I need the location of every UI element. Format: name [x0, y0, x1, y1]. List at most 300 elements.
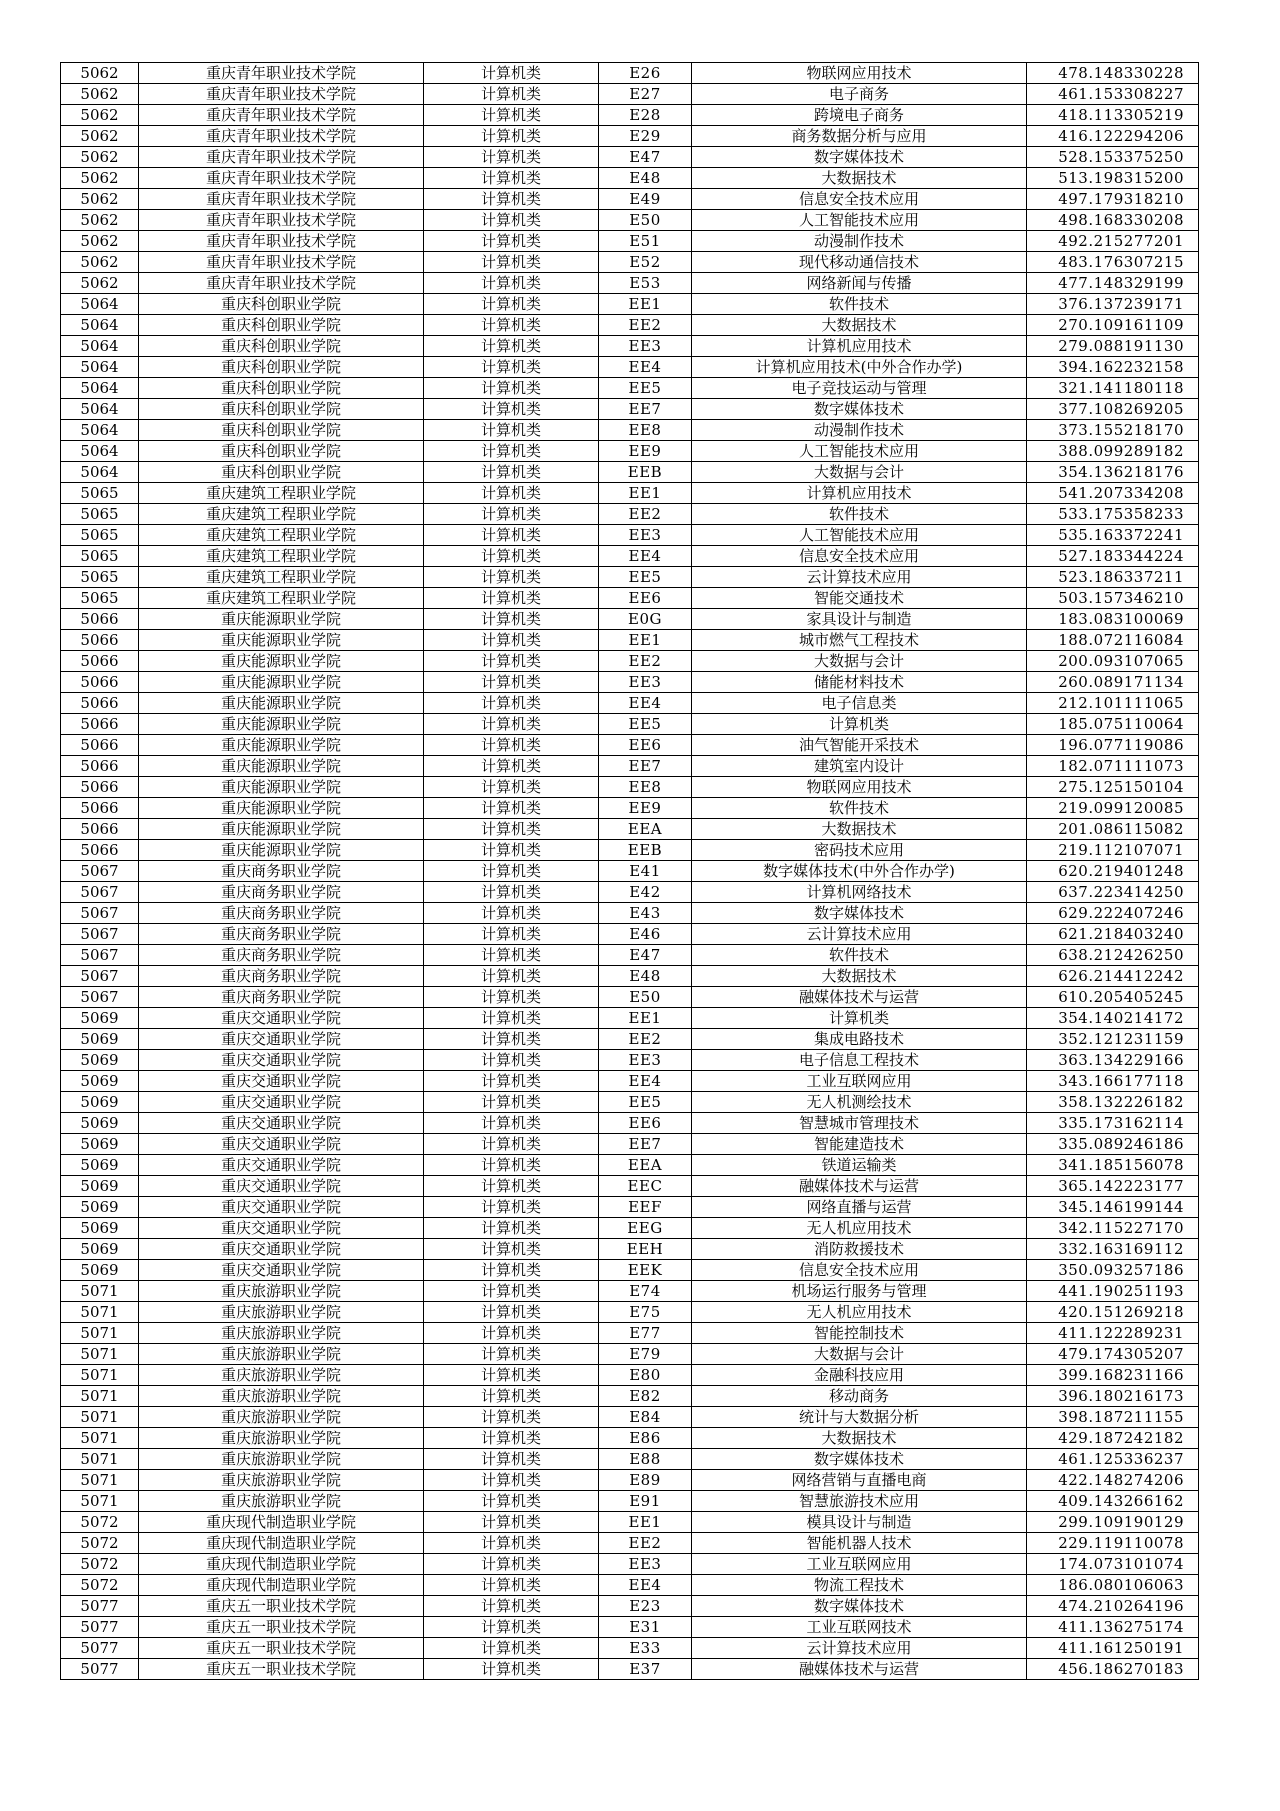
- score-cell: 422.148274206: [1027, 1470, 1199, 1491]
- major-name-cell: 人工智能技术应用: [692, 210, 1027, 231]
- school-name-cell: 重庆建筑工程职业学院: [139, 525, 424, 546]
- major-name-cell: 软件技术: [692, 504, 1027, 525]
- score-cell: 527.183344224: [1027, 546, 1199, 567]
- major-name-cell: 工业互联网应用: [692, 1554, 1027, 1575]
- major-code-cell: EE7: [599, 756, 692, 777]
- major-code-cell: EE5: [599, 378, 692, 399]
- table-row: [61, 378, 1199, 399]
- score-cell: 358.132226182: [1027, 1092, 1199, 1113]
- score-cell: 629.222407246: [1027, 903, 1199, 924]
- major-code-cell: E0G: [599, 609, 692, 630]
- major-name-cell: 动漫制作技术: [692, 420, 1027, 441]
- major-name-cell: 工业互联网应用: [692, 1071, 1027, 1092]
- major-code-cell: E48: [599, 168, 692, 189]
- school-name-cell: 重庆科创职业学院: [139, 441, 424, 462]
- school-name-cell: 重庆能源职业学院: [139, 756, 424, 777]
- table-row: [61, 1344, 1199, 1365]
- score-cell: 182.071111073: [1027, 756, 1199, 777]
- major-name-cell: 计算机网络技术: [692, 882, 1027, 903]
- major-code-cell: E86: [599, 1428, 692, 1449]
- major-name-cell: 大数据与会计: [692, 462, 1027, 483]
- category-cell: 计算机类: [424, 336, 599, 357]
- major-name-cell: 智慧旅游技术应用: [692, 1491, 1027, 1512]
- category-cell: 计算机类: [424, 1365, 599, 1386]
- major-name-cell: 大数据技术: [692, 966, 1027, 987]
- school-code-cell: 5069: [61, 1197, 139, 1218]
- major-code-cell: EEA: [599, 819, 692, 840]
- school-code-cell: 5067: [61, 903, 139, 924]
- table-row: [61, 168, 1199, 189]
- major-name-cell: 模具设计与制造: [692, 1512, 1027, 1533]
- category-cell: 计算机类: [424, 294, 599, 315]
- major-name-cell: 物联网应用技术: [692, 777, 1027, 798]
- table-row: [61, 1134, 1199, 1155]
- major-name-cell: 计算机应用技术(中外合作办学): [692, 357, 1027, 378]
- score-cell: 350.093257186: [1027, 1260, 1199, 1281]
- score-cell: 196.077119086: [1027, 735, 1199, 756]
- major-code-cell: E33: [599, 1638, 692, 1659]
- school-code-cell: 5077: [61, 1617, 139, 1638]
- major-code-cell: E50: [599, 987, 692, 1008]
- category-cell: 计算机类: [424, 1617, 599, 1638]
- score-cell: 429.187242182: [1027, 1428, 1199, 1449]
- table-row: [61, 1323, 1199, 1344]
- score-cell: 201.086115082: [1027, 819, 1199, 840]
- major-code-cell: E26: [599, 63, 692, 84]
- school-code-cell: 5069: [61, 1092, 139, 1113]
- score-cell: 461.153308227: [1027, 84, 1199, 105]
- table-row: [61, 357, 1199, 378]
- major-code-cell: E41: [599, 861, 692, 882]
- table-row: [61, 1029, 1199, 1050]
- school-name-cell: 重庆能源职业学院: [139, 714, 424, 735]
- school-name-cell: 重庆商务职业学院: [139, 882, 424, 903]
- major-code-cell: EE2: [599, 504, 692, 525]
- school-code-cell: 5064: [61, 294, 139, 315]
- table-row: [61, 693, 1199, 714]
- major-name-cell: 跨境电子商务: [692, 105, 1027, 126]
- category-cell: 计算机类: [424, 882, 599, 903]
- school-name-cell: 重庆能源职业学院: [139, 840, 424, 861]
- major-name-cell: 动漫制作技术: [692, 231, 1027, 252]
- score-cell: 479.174305207: [1027, 1344, 1199, 1365]
- school-code-cell: 5069: [61, 1260, 139, 1281]
- school-name-cell: 重庆青年职业技术学院: [139, 189, 424, 210]
- table-row: [61, 609, 1199, 630]
- major-code-cell: E48: [599, 966, 692, 987]
- school-name-cell: 重庆交通职业学院: [139, 1113, 424, 1134]
- major-name-cell: 电子商务: [692, 84, 1027, 105]
- category-cell: 计算机类: [424, 1659, 599, 1680]
- major-name-cell: 油气智能开采技术: [692, 735, 1027, 756]
- school-name-cell: 重庆商务职业学院: [139, 924, 424, 945]
- category-cell: 计算机类: [424, 315, 599, 336]
- major-name-cell: 无人机应用技术: [692, 1302, 1027, 1323]
- school-name-cell: 重庆商务职业学院: [139, 966, 424, 987]
- table-row: [61, 756, 1199, 777]
- major-name-cell: 计算机类: [692, 714, 1027, 735]
- score-cell: 497.179318210: [1027, 189, 1199, 210]
- school-code-cell: 5069: [61, 1071, 139, 1092]
- school-name-cell: 重庆交通职业学院: [139, 1197, 424, 1218]
- major-code-cell: EE4: [599, 357, 692, 378]
- school-name-cell: 重庆五一职业技术学院: [139, 1617, 424, 1638]
- major-code-cell: EEH: [599, 1239, 692, 1260]
- category-cell: 计算机类: [424, 1050, 599, 1071]
- major-name-cell: 城市燃气工程技术: [692, 630, 1027, 651]
- table-row: [61, 1281, 1199, 1302]
- school-code-cell: 5067: [61, 924, 139, 945]
- score-cell: 411.161250191: [1027, 1638, 1199, 1659]
- school-code-cell: 5062: [61, 210, 139, 231]
- table-row: [61, 126, 1199, 147]
- major-name-cell: 大数据与会计: [692, 651, 1027, 672]
- major-code-cell: EE3: [599, 336, 692, 357]
- major-name-cell: 无人机测绘技术: [692, 1092, 1027, 1113]
- score-cell: 345.146199144: [1027, 1197, 1199, 1218]
- major-code-cell: EEK: [599, 1260, 692, 1281]
- major-name-cell: 机场运行服务与管理: [692, 1281, 1027, 1302]
- major-code-cell: E84: [599, 1407, 692, 1428]
- category-cell: 计算机类: [424, 1428, 599, 1449]
- school-code-cell: 5067: [61, 945, 139, 966]
- score-cell: 229.119110078: [1027, 1533, 1199, 1554]
- school-name-cell: 重庆建筑工程职业学院: [139, 504, 424, 525]
- major-code-cell: E47: [599, 147, 692, 168]
- major-code-cell: EE5: [599, 1092, 692, 1113]
- major-name-cell: 金融科技应用: [692, 1365, 1027, 1386]
- major-name-cell: 大数据与会计: [692, 1344, 1027, 1365]
- school-name-cell: 重庆交通职业学院: [139, 1155, 424, 1176]
- table-row: [61, 315, 1199, 336]
- major-name-cell: 工业互联网技术: [692, 1617, 1027, 1638]
- category-cell: 计算机类: [424, 378, 599, 399]
- table-body: [61, 63, 1199, 1680]
- major-code-cell: EE3: [599, 525, 692, 546]
- school-name-cell: 重庆青年职业技术学院: [139, 84, 424, 105]
- category-cell: 计算机类: [424, 567, 599, 588]
- score-cell: 478.148330228: [1027, 63, 1199, 84]
- major-name-cell: 融媒体技术与运营: [692, 987, 1027, 1008]
- school-name-cell: 重庆现代制造职业学院: [139, 1512, 424, 1533]
- school-name-cell: 重庆交通职业学院: [139, 1134, 424, 1155]
- school-name-cell: 重庆商务职业学院: [139, 945, 424, 966]
- school-name-cell: 重庆现代制造职业学院: [139, 1575, 424, 1596]
- table-row: [61, 819, 1199, 840]
- major-code-cell: EE4: [599, 546, 692, 567]
- table-row: [61, 1659, 1199, 1680]
- table-row: [61, 1407, 1199, 1428]
- score-cell: 219.099120085: [1027, 798, 1199, 819]
- category-cell: 计算机类: [424, 1323, 599, 1344]
- school-code-cell: 5069: [61, 1239, 139, 1260]
- score-cell: 376.137239171: [1027, 294, 1199, 315]
- major-name-cell: 云计算技术应用: [692, 567, 1027, 588]
- major-code-cell: E75: [599, 1302, 692, 1323]
- school-name-cell: 重庆青年职业技术学院: [139, 126, 424, 147]
- school-code-cell: 5066: [61, 819, 139, 840]
- school-code-cell: 5066: [61, 840, 139, 861]
- school-code-cell: 5069: [61, 1029, 139, 1050]
- school-name-cell: 重庆能源职业学院: [139, 777, 424, 798]
- school-name-cell: 重庆科创职业学院: [139, 378, 424, 399]
- table-row: [61, 1470, 1199, 1491]
- school-name-cell: 重庆五一职业技术学院: [139, 1596, 424, 1617]
- major-code-cell: E82: [599, 1386, 692, 1407]
- school-code-cell: 5071: [61, 1281, 139, 1302]
- school-name-cell: 重庆青年职业技术学院: [139, 168, 424, 189]
- category-cell: 计算机类: [424, 1134, 599, 1155]
- table-row: [61, 987, 1199, 1008]
- score-cell: 377.108269205: [1027, 399, 1199, 420]
- school-code-cell: 5066: [61, 672, 139, 693]
- school-name-cell: 重庆科创职业学院: [139, 462, 424, 483]
- school-name-cell: 重庆现代制造职业学院: [139, 1554, 424, 1575]
- major-name-cell: 现代移动通信技术: [692, 252, 1027, 273]
- school-code-cell: 5064: [61, 336, 139, 357]
- score-cell: 418.113305219: [1027, 105, 1199, 126]
- category-cell: 计算机类: [424, 1449, 599, 1470]
- table-row: [61, 1617, 1199, 1638]
- score-cell: 343.166177118: [1027, 1071, 1199, 1092]
- table-row: [61, 462, 1199, 483]
- major-name-cell: 数字媒体技术: [692, 1449, 1027, 1470]
- school-name-cell: 重庆旅游职业学院: [139, 1365, 424, 1386]
- major-code-cell: EE4: [599, 693, 692, 714]
- score-cell: 535.163372241: [1027, 525, 1199, 546]
- category-cell: 计算机类: [424, 1575, 599, 1596]
- table-row: [61, 1533, 1199, 1554]
- category-cell: 计算机类: [424, 147, 599, 168]
- score-cell: 523.186337211: [1027, 567, 1199, 588]
- major-code-cell: EE3: [599, 672, 692, 693]
- school-name-cell: 重庆旅游职业学院: [139, 1323, 424, 1344]
- category-cell: 计算机类: [424, 756, 599, 777]
- category-cell: 计算机类: [424, 1533, 599, 1554]
- major-code-cell: EE1: [599, 294, 692, 315]
- table-row: [61, 588, 1199, 609]
- category-cell: 计算机类: [424, 1386, 599, 1407]
- table-row: [61, 1218, 1199, 1239]
- major-name-cell: 数字媒体技术: [692, 1596, 1027, 1617]
- school-code-cell: 5067: [61, 882, 139, 903]
- score-cell: 498.168330208: [1027, 210, 1199, 231]
- table-row: [61, 1449, 1199, 1470]
- category-cell: 计算机类: [424, 987, 599, 1008]
- school-name-cell: 重庆交通职业学院: [139, 1176, 424, 1197]
- school-code-cell: 5062: [61, 63, 139, 84]
- major-name-cell: 计算机应用技术: [692, 336, 1027, 357]
- category-cell: 计算机类: [424, 903, 599, 924]
- major-code-cell: EE1: [599, 483, 692, 504]
- table-row: [61, 1155, 1199, 1176]
- school-name-cell: 重庆建筑工程职业学院: [139, 588, 424, 609]
- major-code-cell: E27: [599, 84, 692, 105]
- category-cell: 计算机类: [424, 1512, 599, 1533]
- major-name-cell: 储能材料技术: [692, 672, 1027, 693]
- category-cell: 计算机类: [424, 273, 599, 294]
- school-name-cell: 重庆旅游职业学院: [139, 1491, 424, 1512]
- category-cell: 计算机类: [424, 420, 599, 441]
- score-cell: 183.083100069: [1027, 609, 1199, 630]
- category-cell: 计算机类: [424, 819, 599, 840]
- score-cell: 610.205405245: [1027, 987, 1199, 1008]
- school-code-cell: 5065: [61, 546, 139, 567]
- score-cell: 186.080106063: [1027, 1575, 1199, 1596]
- school-name-cell: 重庆旅游职业学院: [139, 1302, 424, 1323]
- major-name-cell: 铁道运输类: [692, 1155, 1027, 1176]
- score-cell: 373.155218170: [1027, 420, 1199, 441]
- table-row: [61, 798, 1199, 819]
- category-cell: 计算机类: [424, 714, 599, 735]
- major-code-cell: E31: [599, 1617, 692, 1638]
- school-name-cell: 重庆建筑工程职业学院: [139, 567, 424, 588]
- school-name-cell: 重庆交通职业学院: [139, 1218, 424, 1239]
- score-cell: 461.125336237: [1027, 1449, 1199, 1470]
- school-name-cell: 重庆交通职业学院: [139, 1008, 424, 1029]
- major-name-cell: 电子信息工程技术: [692, 1050, 1027, 1071]
- category-cell: 计算机类: [424, 651, 599, 672]
- major-code-cell: EE6: [599, 1113, 692, 1134]
- school-code-cell: 5064: [61, 420, 139, 441]
- major-code-cell: E29: [599, 126, 692, 147]
- score-cell: 332.163169112: [1027, 1239, 1199, 1260]
- category-cell: 计算机类: [424, 441, 599, 462]
- score-cell: 342.115227170: [1027, 1218, 1199, 1239]
- score-cell: 416.122294206: [1027, 126, 1199, 147]
- table-row: [61, 567, 1199, 588]
- school-code-cell: 5066: [61, 609, 139, 630]
- major-name-cell: 物联网应用技术: [692, 63, 1027, 84]
- school-name-cell: 重庆旅游职业学院: [139, 1449, 424, 1470]
- school-code-cell: 5071: [61, 1449, 139, 1470]
- table-row: [61, 273, 1199, 294]
- school-code-cell: 5066: [61, 798, 139, 819]
- score-cell: 335.173162114: [1027, 1113, 1199, 1134]
- school-name-cell: 重庆旅游职业学院: [139, 1407, 424, 1428]
- major-code-cell: E46: [599, 924, 692, 945]
- major-code-cell: EE3: [599, 1554, 692, 1575]
- category-cell: 计算机类: [424, 1554, 599, 1575]
- table-row: [61, 147, 1199, 168]
- school-code-cell: 5069: [61, 1155, 139, 1176]
- school-name-cell: 重庆交通职业学院: [139, 1071, 424, 1092]
- major-code-cell: EE9: [599, 798, 692, 819]
- table-row: [61, 84, 1199, 105]
- category-cell: 计算机类: [424, 1596, 599, 1617]
- table-row: [61, 1512, 1199, 1533]
- score-cell: 503.157346210: [1027, 588, 1199, 609]
- school-code-cell: 5064: [61, 462, 139, 483]
- category-cell: 计算机类: [424, 399, 599, 420]
- table-row: [61, 420, 1199, 441]
- category-cell: 计算机类: [424, 63, 599, 84]
- table-row: [61, 777, 1199, 798]
- school-code-cell: 5071: [61, 1407, 139, 1428]
- major-code-cell: EE4: [599, 1071, 692, 1092]
- category-cell: 计算机类: [424, 672, 599, 693]
- school-name-cell: 重庆青年职业技术学院: [139, 273, 424, 294]
- major-code-cell: E50: [599, 210, 692, 231]
- school-name-cell: 重庆能源职业学院: [139, 819, 424, 840]
- category-cell: 计算机类: [424, 105, 599, 126]
- table-row: [61, 63, 1199, 84]
- major-code-cell: EE8: [599, 777, 692, 798]
- major-code-cell: E80: [599, 1365, 692, 1386]
- major-code-cell: EE6: [599, 735, 692, 756]
- category-cell: 计算机类: [424, 1029, 599, 1050]
- table-row: [61, 252, 1199, 273]
- table-row: [61, 1008, 1199, 1029]
- category-cell: 计算机类: [424, 525, 599, 546]
- school-code-cell: 5065: [61, 504, 139, 525]
- score-cell: 621.218403240: [1027, 924, 1199, 945]
- school-name-cell: 重庆交通职业学院: [139, 1050, 424, 1071]
- score-cell: 275.125150104: [1027, 777, 1199, 798]
- table-row: [61, 1092, 1199, 1113]
- score-cell: 270.109161109: [1027, 315, 1199, 336]
- major-code-cell: EEB: [599, 840, 692, 861]
- category-cell: 计算机类: [424, 588, 599, 609]
- table-row: [61, 861, 1199, 882]
- school-code-cell: 5071: [61, 1365, 139, 1386]
- school-code-cell: 5072: [61, 1512, 139, 1533]
- school-code-cell: 5064: [61, 315, 139, 336]
- category-cell: 计算机类: [424, 1071, 599, 1092]
- table-row: [61, 1197, 1199, 1218]
- school-code-cell: 5064: [61, 399, 139, 420]
- major-code-cell: E42: [599, 882, 692, 903]
- major-code-cell: E43: [599, 903, 692, 924]
- category-cell: 计算机类: [424, 861, 599, 882]
- major-code-cell: E52: [599, 252, 692, 273]
- score-cell: 354.140214172: [1027, 1008, 1199, 1029]
- school-name-cell: 重庆能源职业学院: [139, 609, 424, 630]
- major-code-cell: EE7: [599, 1134, 692, 1155]
- table-row: [61, 294, 1199, 315]
- category-cell: 计算机类: [424, 1197, 599, 1218]
- school-code-cell: 5066: [61, 651, 139, 672]
- category-cell: 计算机类: [424, 1491, 599, 1512]
- school-name-cell: 重庆科创职业学院: [139, 420, 424, 441]
- score-cell: 513.198315200: [1027, 168, 1199, 189]
- admission-score-table: [60, 62, 1199, 1680]
- table-row: [61, 1050, 1199, 1071]
- major-name-cell: 统计与大数据分析: [692, 1407, 1027, 1428]
- score-cell: 411.136275174: [1027, 1617, 1199, 1638]
- table-row: [61, 630, 1199, 651]
- school-name-cell: 重庆交通职业学院: [139, 1260, 424, 1281]
- table-row: [61, 525, 1199, 546]
- category-cell: 计算机类: [424, 504, 599, 525]
- category-cell: 计算机类: [424, 693, 599, 714]
- school-code-cell: 5069: [61, 1176, 139, 1197]
- school-code-cell: 5069: [61, 1113, 139, 1134]
- category-cell: 计算机类: [424, 1092, 599, 1113]
- school-code-cell: 5062: [61, 231, 139, 252]
- school-code-cell: 5077: [61, 1638, 139, 1659]
- school-code-cell: 5071: [61, 1428, 139, 1449]
- school-code-cell: 5066: [61, 756, 139, 777]
- school-name-cell: 重庆旅游职业学院: [139, 1281, 424, 1302]
- score-cell: 363.134229166: [1027, 1050, 1199, 1071]
- major-name-cell: 人工智能技术应用: [692, 525, 1027, 546]
- category-cell: 计算机类: [424, 210, 599, 231]
- category-cell: 计算机类: [424, 231, 599, 252]
- category-cell: 计算机类: [424, 1260, 599, 1281]
- table-row: [61, 1596, 1199, 1617]
- major-name-cell: 计算机类: [692, 1008, 1027, 1029]
